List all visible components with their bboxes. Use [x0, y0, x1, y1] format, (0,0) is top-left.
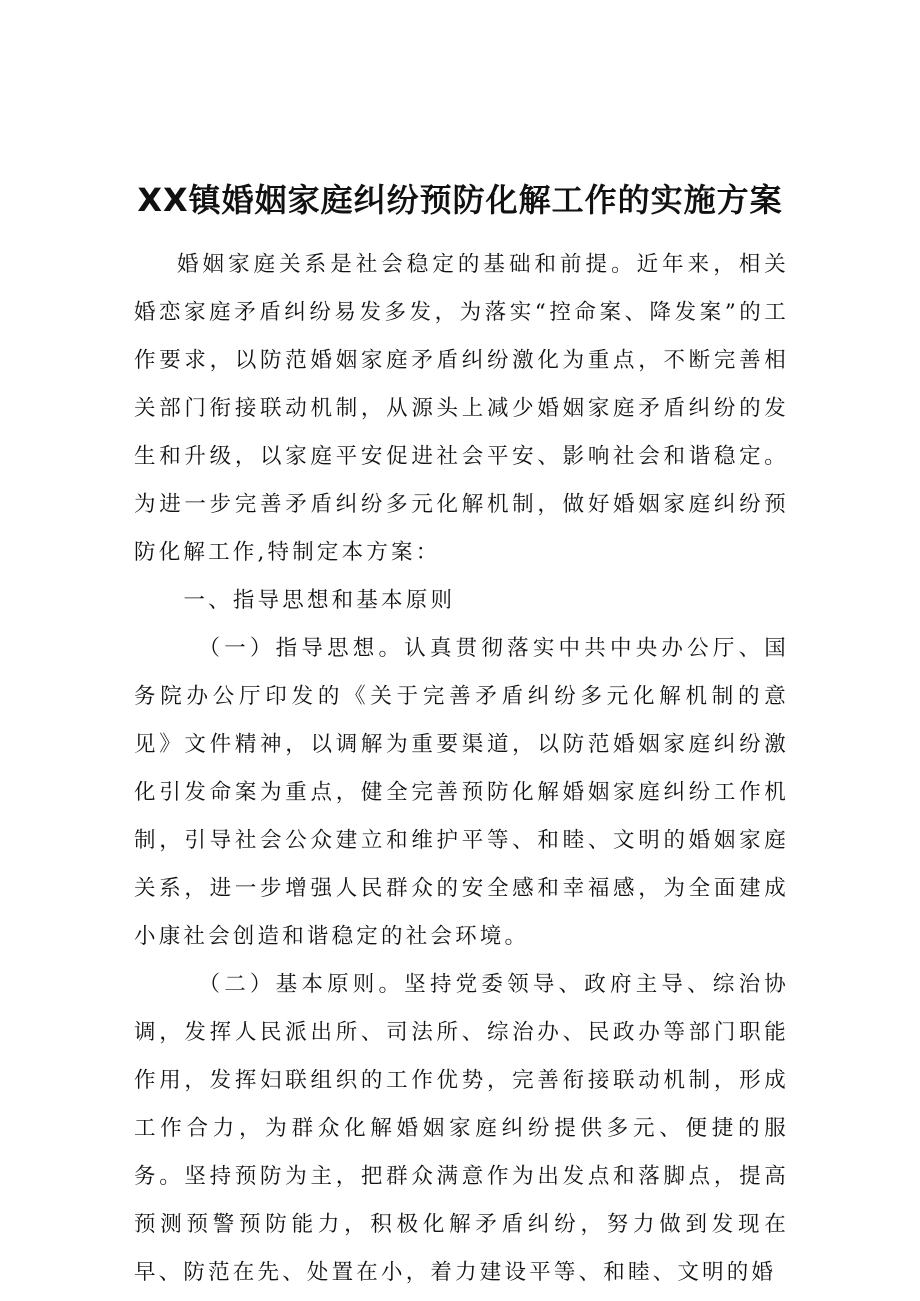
guiding-ideology-paragraph: （一）指导思想。认真贯彻落实中共中央办公厅、国务院办公厅印发的《关于完善矛盾纠纷多元化解机制的意见》文件精神，以调解为重要渠道，以防范婚姻家庭纠纷激化引发命案为重点，健全完善预防化解婚姻家庭纠纷工作机制，引导社会公众建立和维护平等、和睦、文明的婚姻家庭关系，进一步增强人民群众的安全感和幸福感，为全面建成小康社会创造和谐稳定的社会环境。 — [134, 636, 789, 949]
basic-principles-paragraph: （二）基本原则。坚持党委领导、政府主导、综治协调，发挥人民派出所、司法所、综治办、民政办等部门职能作用，发挥妇联组织的工作优势，完善衔接联动机制，形成工作合力，为群众化解婚姻家庭纠纷提供多元、便捷的服务。坚持预防为主，把群众满意作为出发点和落脚点，提高预测预警预防能力，积极化解矛盾纠纷，努力做到发现在早、防范在先、处置在小，着力建设平等、和睦、文明的婚 — [134, 972, 789, 1285]
document-body — [134, 241, 789, 1297]
section-heading: 一、指导思想和基本原则 — [183, 588, 456, 613]
document-title: XX镇婚姻家庭纠纷预防化解工作的实施方案 — [137, 181, 783, 219]
intro-paragraph: 婚姻家庭关系是社会稳定的基础和前提。近年来，相关婚恋家庭矛盾纠纷易发多发，为落实“控命案、降发案”的工作要求，以防范婚姻家庭矛盾纠纷激化为重点，不断完善相关部门衔接联动机制，从源头上减少婚姻家庭矛盾纠纷的发生和升级，以家庭平安促进社会平安、影响社会和谐稳定。为进一步完善矛盾纠纷多元化解机制，做好婚姻家庭纠纷预防化解工作,特制定本方案： — [134, 252, 789, 565]
